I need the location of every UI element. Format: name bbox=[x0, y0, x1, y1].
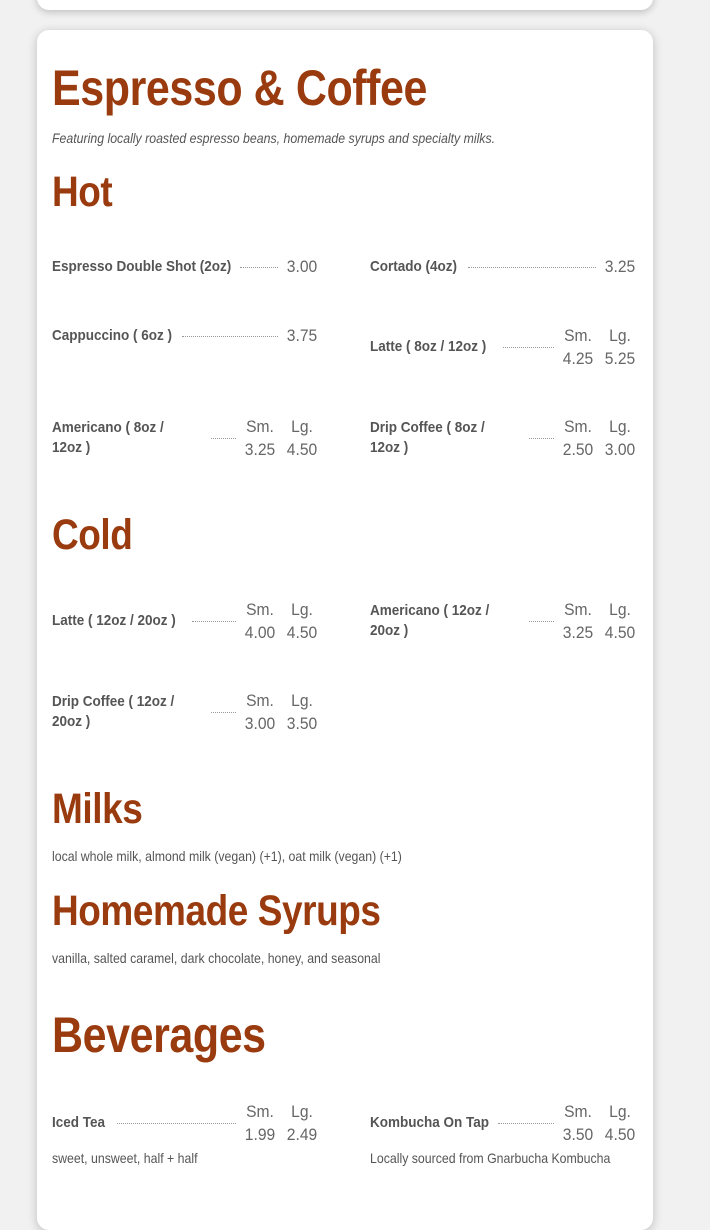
leader-dots bbox=[211, 438, 236, 439]
milks-description: local whole milk, almond milk (vegan) (+1), oat milk (vegan) (+1) bbox=[52, 848, 402, 864]
leader-dots bbox=[240, 267, 278, 268]
section-heading-cold: Cold bbox=[52, 511, 133, 559]
menu-item bbox=[370, 257, 638, 277]
price-large: 4.50 bbox=[604, 623, 636, 642]
item-name: Latte ( 12oz / 20oz ) bbox=[52, 612, 176, 629]
size-label-small: Sm. bbox=[564, 1102, 592, 1121]
menu-item bbox=[370, 598, 638, 644]
menu-item bbox=[370, 1101, 638, 1171]
item-name: Cortado (4oz) bbox=[370, 258, 458, 275]
item-name: Espresso Double Shot (2oz) bbox=[52, 258, 232, 275]
item-description: sweet, unsweet, half + half bbox=[52, 1150, 198, 1166]
size-label-small: Sm. bbox=[564, 326, 592, 345]
menu-item bbox=[52, 257, 320, 277]
menu-item bbox=[52, 415, 320, 461]
size-label-large: Lg. bbox=[291, 691, 313, 710]
price-small: 2.50 bbox=[562, 440, 594, 459]
section-heading-hot: Hot bbox=[52, 168, 113, 216]
price-large: 4.50 bbox=[604, 1125, 636, 1144]
size-label-small: Sm. bbox=[564, 600, 592, 619]
menu-card bbox=[37, 30, 653, 1230]
price-small: 4.25 bbox=[562, 349, 594, 368]
leader-dots bbox=[503, 347, 554, 348]
previous-card bbox=[37, 0, 653, 10]
price-large: 3.00 bbox=[604, 440, 636, 459]
section-heading-milks: Milks bbox=[52, 785, 143, 833]
price-small: 3.00 bbox=[244, 714, 276, 733]
item-price: 3.00 bbox=[286, 257, 318, 276]
menu-intro: Featuring locally roasted espresso beans, homemade syrups and specialty milks. bbox=[52, 130, 496, 146]
price-small: 3.25 bbox=[562, 623, 594, 642]
leader-dots bbox=[529, 621, 554, 622]
item-price: 3.25 bbox=[604, 257, 636, 276]
size-label-small: Sm. bbox=[246, 691, 274, 710]
item-name: Kombucha On Tap bbox=[370, 1114, 490, 1131]
size-label-small: Sm. bbox=[564, 417, 592, 436]
section-heading-syrups: Homemade Syrups bbox=[52, 887, 381, 935]
size-label-large: Lg. bbox=[291, 417, 313, 436]
size-label-large: Lg. bbox=[609, 417, 631, 436]
price-large: 2.49 bbox=[286, 1125, 318, 1144]
price-small: 1.99 bbox=[244, 1125, 276, 1144]
menu-item bbox=[52, 598, 320, 644]
price-large: 4.50 bbox=[286, 440, 318, 459]
leader-dots bbox=[211, 712, 236, 713]
size-label-large: Lg. bbox=[609, 600, 631, 619]
page-title: Espresso & Coffee bbox=[52, 60, 428, 116]
item-name: Cappuccino ( 6oz ) bbox=[52, 327, 173, 344]
section-heading-beverages: Beverages bbox=[52, 1007, 266, 1063]
leader-dots bbox=[468, 267, 596, 268]
size-label-large: Lg. bbox=[609, 1102, 631, 1121]
item-price: 3.75 bbox=[286, 326, 318, 345]
size-label-small: Sm. bbox=[246, 1102, 274, 1121]
item-name: Americano ( 8oz / 12oz ) bbox=[52, 419, 164, 456]
item-name: Drip Coffee ( 8oz / 12oz ) bbox=[370, 419, 485, 456]
price-large: 3.50 bbox=[286, 714, 318, 733]
item-name: Latte ( 8oz / 12oz ) bbox=[370, 338, 487, 355]
price-small: 3.25 bbox=[244, 440, 276, 459]
size-label-small: Sm. bbox=[246, 417, 274, 436]
price-small: 3.50 bbox=[562, 1125, 594, 1144]
leader-dots bbox=[498, 1123, 554, 1124]
menu-item bbox=[52, 326, 320, 346]
price-large: 4.50 bbox=[286, 623, 318, 642]
leader-dots bbox=[182, 336, 278, 337]
menu-item bbox=[370, 415, 638, 461]
menu-item bbox=[370, 324, 638, 370]
menu-item bbox=[52, 1101, 320, 1171]
price-large: 5.25 bbox=[604, 349, 636, 368]
size-label-large: Lg. bbox=[291, 600, 313, 619]
leader-dots bbox=[117, 1123, 236, 1124]
item-name: Iced Tea bbox=[52, 1114, 106, 1131]
size-label-small: Sm. bbox=[246, 600, 274, 619]
size-label-large: Lg. bbox=[609, 326, 631, 345]
leader-dots bbox=[192, 621, 236, 622]
leader-dots bbox=[529, 438, 554, 439]
menu-item bbox=[52, 689, 320, 735]
item-name: Drip Coffee ( 12oz / 20oz ) bbox=[52, 693, 175, 730]
syrups-description: vanilla, salted caramel, dark chocolate, honey, and seasonal bbox=[52, 950, 381, 966]
item-description: Locally sourced from Gnarbucha Kombucha bbox=[370, 1150, 611, 1166]
size-label-large: Lg. bbox=[291, 1102, 313, 1121]
item-name: Americano ( 12oz / 20oz ) bbox=[370, 602, 490, 639]
price-small: 4.00 bbox=[244, 623, 276, 642]
